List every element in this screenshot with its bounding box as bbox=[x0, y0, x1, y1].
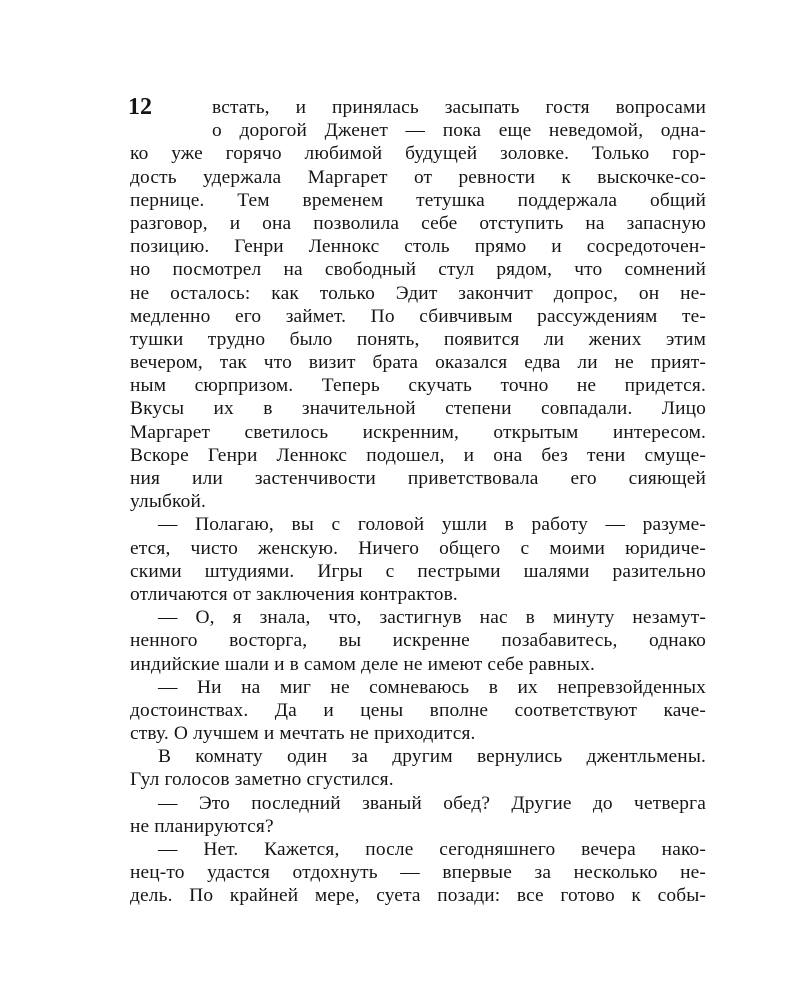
text-line: — Ни на миг не сомневаюсь в их непревзойденных bbox=[158, 676, 706, 698]
text-line: — О, я знала, что, застигнув нас в минуту незамут- bbox=[158, 607, 706, 629]
text-line: улыбкой. bbox=[130, 491, 206, 513]
text-line: ству. О лучшем и мечтать не приходится. bbox=[130, 723, 476, 745]
text-line: нец-то удастся отдохнуть — впервые за несколько не- bbox=[130, 862, 706, 884]
text-line: — Это последний званый обед? Другие до четверга bbox=[158, 792, 706, 814]
text-line: Гул голосов заметно сгустился. bbox=[130, 769, 394, 791]
text-line: ко уже горячо любимой будущей золовке. Только гор- bbox=[130, 143, 706, 165]
text-line: ется, чисто женскую. Ничего общего с моими юридиче- bbox=[130, 537, 706, 559]
text-line: дель. По крайней мере, суета позади: все готово к собы- bbox=[130, 885, 706, 907]
text-line: не осталось: как только Эдит закончит допрос, он не- bbox=[130, 282, 706, 304]
text-line: индийские шали и в самом деле не имеют себе равных. bbox=[130, 653, 596, 675]
text-line: отличаются от заключения контрактов. bbox=[130, 583, 458, 605]
text-line: достоинствах. Да и цены вполне соответствуют каче- bbox=[130, 699, 706, 721]
body-text bbox=[130, 96, 706, 908]
text-line: медленно его займет. По сбивчивым рассуждениям те- bbox=[130, 305, 706, 327]
text-line: разговор, и она позволила себе отступить на запасную bbox=[130, 212, 706, 234]
text-line: вечером, так что визит брата оказался едва ли не прият- bbox=[130, 352, 706, 374]
text-line: ненного восторга, вы искренне позабавитесь, однако bbox=[130, 630, 706, 652]
text-line: дость удержала Маргарет от ревности к выскочке-со- bbox=[130, 166, 706, 188]
text-line: ния или застенчивости приветствовала его сияющей bbox=[130, 468, 706, 489]
text-line: тушки трудно было понять, появится ли жених этим bbox=[130, 328, 706, 350]
text-line: — Полагаю, вы с головой ушли в работу — разуме- bbox=[158, 514, 706, 536]
text-line: В комнату один за другим вернулись джентльмены. bbox=[158, 746, 706, 768]
text-line: скими штудиями. Игры с пестрыми шалями разительно bbox=[130, 560, 706, 582]
page-number: 12 bbox=[128, 94, 152, 120]
text-line: не планируются? bbox=[130, 815, 274, 837]
text-line: — Нет. Кажется, после сегодняшнего вечера нако- bbox=[158, 839, 706, 860]
text-line: встать, и принялась засыпать гостя вопросами bbox=[212, 97, 706, 118]
text-line: Вкусы их в значительной степени совпадали. Лицо bbox=[130, 398, 706, 420]
text-line: Вскоре Генри Леннокс подошел, и она без тени смуще- bbox=[130, 444, 706, 466]
text-line: Маргарет светилось искренним, открытым интересом. bbox=[130, 421, 706, 443]
text-line: но посмотрел на свободный стул рядом, что сомнений bbox=[130, 259, 706, 281]
text-line: позицию. Генри Леннокс столь прямо и сосредоточен- bbox=[130, 236, 706, 258]
text-line: ным сюрпризом. Теперь скучать точно не придется. bbox=[130, 375, 706, 397]
text-line: пернице. Тем временем тетушка поддержала общий bbox=[130, 189, 706, 211]
text-line: о дорогой Дженет — пока еще неведомой, одна- bbox=[212, 120, 706, 142]
